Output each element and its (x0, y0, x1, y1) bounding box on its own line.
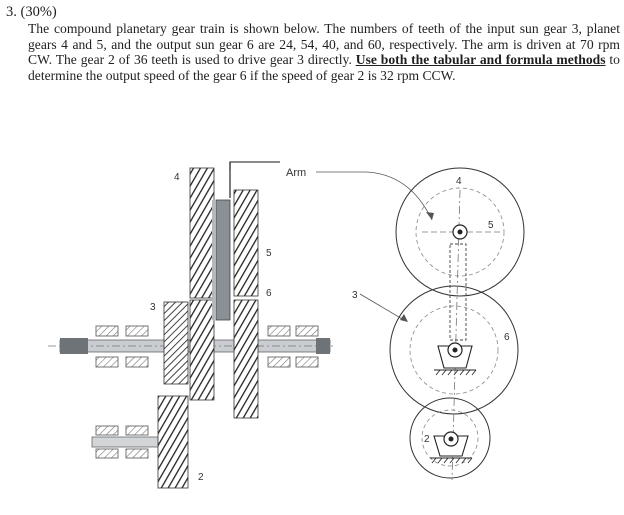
pivot-bottom-center (449, 437, 454, 442)
label-gear-4: 4 (174, 172, 180, 183)
question-header (6, 4, 57, 21)
statement-text-2: to determine the output speed of the gear 6 if the speed of gear 2 is 32 rpm CCW. (28, 52, 620, 83)
gear-4-section (190, 168, 214, 298)
bearing (296, 357, 318, 367)
gear3-leader (360, 294, 404, 320)
output-shaft-end (316, 338, 330, 354)
bearing (126, 449, 148, 458)
front-label-6: 6 (504, 332, 510, 343)
statement-emphasis: Use both the tabular and formula methods (355, 52, 606, 68)
gear-train-figure (30, 150, 610, 495)
bearing (296, 326, 318, 336)
side-view (48, 162, 434, 488)
shaft-end (60, 338, 88, 354)
arm-link (230, 162, 280, 170)
label-gear-3: 3 (150, 302, 156, 313)
gear-4-lower (190, 300, 214, 400)
question-number: 3. (6, 4, 17, 20)
pivot-top-center (458, 230, 463, 235)
gear-3-section (164, 302, 188, 384)
front-label-4: 4 (456, 176, 462, 187)
bearing (268, 357, 290, 367)
front-label-3: 3 (352, 290, 358, 301)
bearing (268, 326, 290, 336)
label-gear-6: 6 (266, 288, 272, 299)
gear-6-section (234, 300, 258, 418)
front-view (352, 168, 524, 480)
label-gear-2: 2 (198, 472, 204, 483)
bearing (96, 357, 118, 367)
front-label-2: 2 (424, 434, 430, 445)
label-gear-5: 5 (266, 248, 272, 259)
question-weight: (30%) (20, 4, 57, 20)
gear-5-section (234, 190, 258, 296)
arm-leader-arrow (426, 212, 434, 220)
pivot-mid-center (453, 348, 458, 353)
planet-shaft-edge (212, 200, 216, 320)
front-label-5: 5 (488, 220, 494, 231)
bearing (126, 357, 148, 367)
bearing (96, 426, 118, 435)
gear-2-section (158, 396, 188, 488)
statement-text-1: The compound planetary gear train is shown below. The numbers of teeth of the input sun gear 3, planet gears 4 and 5, and the output sun gear 6 are 24, 54, 40, and 60, respectively. The arm is driven at 70 rpm CW. The gear 2 of 36 teeth is used to drive gear 3 directly. (28, 21, 620, 68)
planet-shaft (216, 200, 230, 320)
label-arm: Arm (286, 167, 307, 179)
bearing (96, 449, 118, 458)
bearing (126, 426, 148, 435)
problem-statement (28, 21, 620, 83)
ground-hatch-bottom (432, 458, 472, 463)
bearing (126, 326, 148, 336)
ground-hatch-mid (436, 370, 476, 375)
bearing (96, 326, 118, 336)
